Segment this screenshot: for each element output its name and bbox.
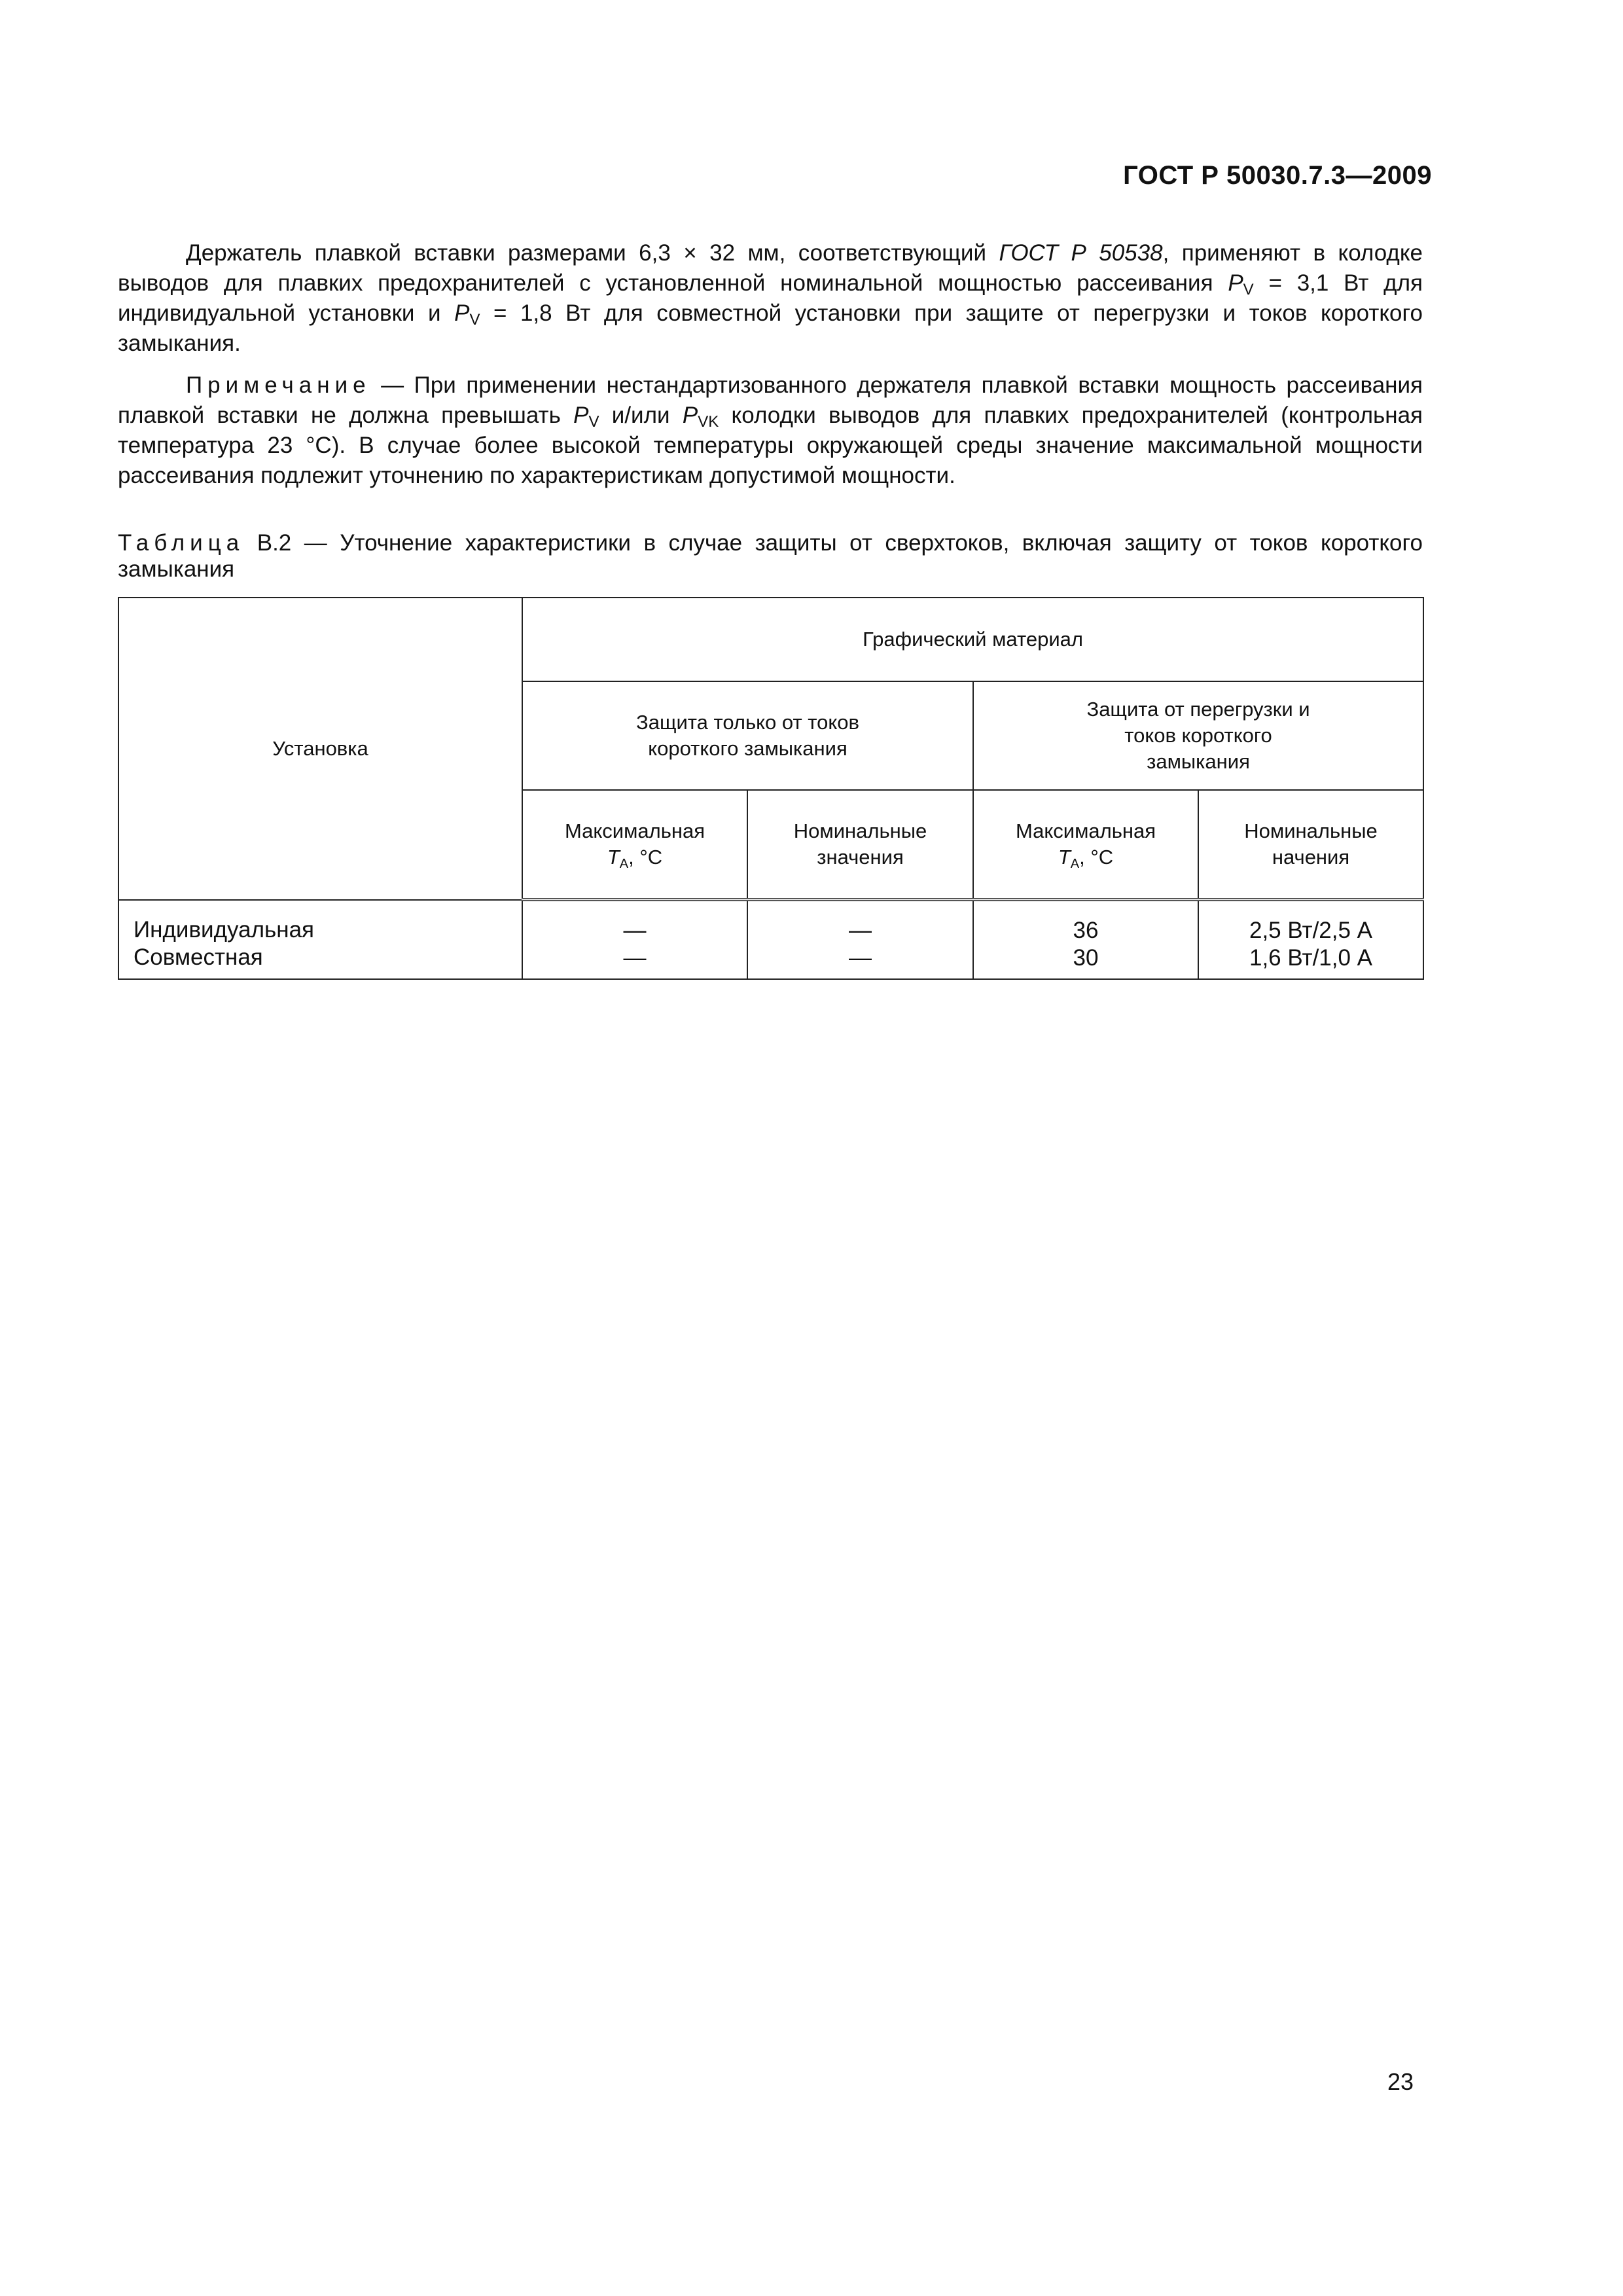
- header-line: начения: [1272, 846, 1350, 869]
- column-header-nominal-values: [1198, 790, 1423, 900]
- symbol-subscript: A: [1070, 857, 1080, 871]
- cell-value: 1,6 Вт/1,0 А: [1249, 945, 1373, 971]
- cell-value: —: [623, 945, 647, 971]
- installation-cell: [118, 900, 522, 980]
- symbol-p: P: [454, 300, 470, 326]
- note-label: Примечание: [186, 372, 371, 398]
- header-line: Максимальная: [564, 819, 705, 842]
- overload-nominal-cell: [1198, 900, 1423, 980]
- standard-reference: ГОСТ Р 50538: [999, 240, 1163, 266]
- column-header-nominal-values: [747, 790, 973, 900]
- column-header-max-temp: [973, 790, 1198, 900]
- symbol-p: P: [682, 403, 698, 428]
- header-line: Номинальные: [1244, 819, 1378, 842]
- table-row: [118, 900, 1423, 980]
- header-line: [979, 844, 1192, 870]
- cell-value: —: [623, 918, 647, 943]
- short-circuit-max-cell: [522, 900, 747, 980]
- header-line: Максимальная: [1015, 819, 1156, 842]
- symbol-subscript: VK: [698, 413, 719, 431]
- symbol-subscript: V: [1243, 281, 1254, 298]
- note-text: колодки выводов для плавких предохранителей (контрольная температура 23 °С). В случае более высокой температуры окружающей среды значение максимальной мощности рассеивания подлежит уточнению по характеристикам допустимой мощности.: [118, 403, 1423, 488]
- cell-value: 30: [1073, 945, 1099, 971]
- symbol-t: T: [607, 846, 620, 869]
- cell-value: —: [849, 918, 872, 943]
- column-header-max-temp: [522, 790, 747, 900]
- note-text: — При применении нестандартизованного держателя плавкой вставки мощность рассеивания плавкой вставки не должна превышать: [118, 372, 1423, 428]
- column-group-overload: Защита от перегрузки и токов короткого замыкания: [973, 681, 1423, 790]
- installation-type: Совместная: [134, 944, 263, 971]
- paragraph-text: = 1,8 Вт для совместной установки при защите от перегрузки и токов короткого замыкания.: [118, 300, 1423, 356]
- paragraph-text: = 3,1 Вт для индивидуальной установки и: [118, 270, 1423, 326]
- table-caption: [118, 530, 1423, 583]
- table-caption-text: В.2 — Уточнение характеристики в случае защиты от сверхтоков, включая защиту от токов короткого замыкания: [118, 530, 1423, 582]
- paragraph-fuse-holder: [118, 238, 1423, 359]
- column-group-short-circuit: Защита только от токов короткого замыкания: [522, 681, 973, 790]
- header-line: Номинальные: [793, 819, 927, 842]
- installation-type: Индивидуальная: [134, 917, 315, 943]
- symbol-subscript: A: [619, 857, 629, 871]
- note-text: и/или: [599, 403, 683, 428]
- column-group-graphic-material: Графический материал: [522, 598, 1423, 681]
- note-paragraph: [118, 370, 1423, 491]
- cell-value: —: [849, 945, 872, 971]
- protection-table: [118, 597, 1424, 980]
- symbol-subscript: V: [588, 413, 599, 431]
- cell-value: 2,5 Вт/2,5 А: [1249, 918, 1373, 943]
- column-header-installation: Установка: [118, 598, 522, 900]
- document-number: ГОСТ Р 50030.7.3—2009: [1123, 161, 1432, 190]
- paragraph-text: Держатель плавкой вставки размерами 6,3 × 32 мм, соответствующий: [186, 240, 999, 266]
- cell-value: 36: [1073, 918, 1099, 943]
- unit-text: , °С: [1079, 846, 1114, 869]
- table-caption-label: Таблица: [118, 530, 245, 556]
- short-circuit-nominal-cell: [747, 900, 973, 980]
- unit-text: , °С: [628, 846, 663, 869]
- page-number: 23: [1387, 2068, 1414, 2095]
- header-line: значения: [817, 846, 904, 869]
- symbol-p: P: [573, 403, 589, 428]
- symbol-subscript: V: [469, 311, 480, 329]
- paragraph-text: , применяют в колодке выводов для плавких предохранителей с установленной номинальной мощностью рассеивания: [118, 240, 1423, 296]
- header-line: [528, 844, 741, 870]
- overload-max-cell: [973, 900, 1198, 980]
- symbol-t: T: [1058, 846, 1071, 869]
- symbol-p: P: [1228, 270, 1243, 296]
